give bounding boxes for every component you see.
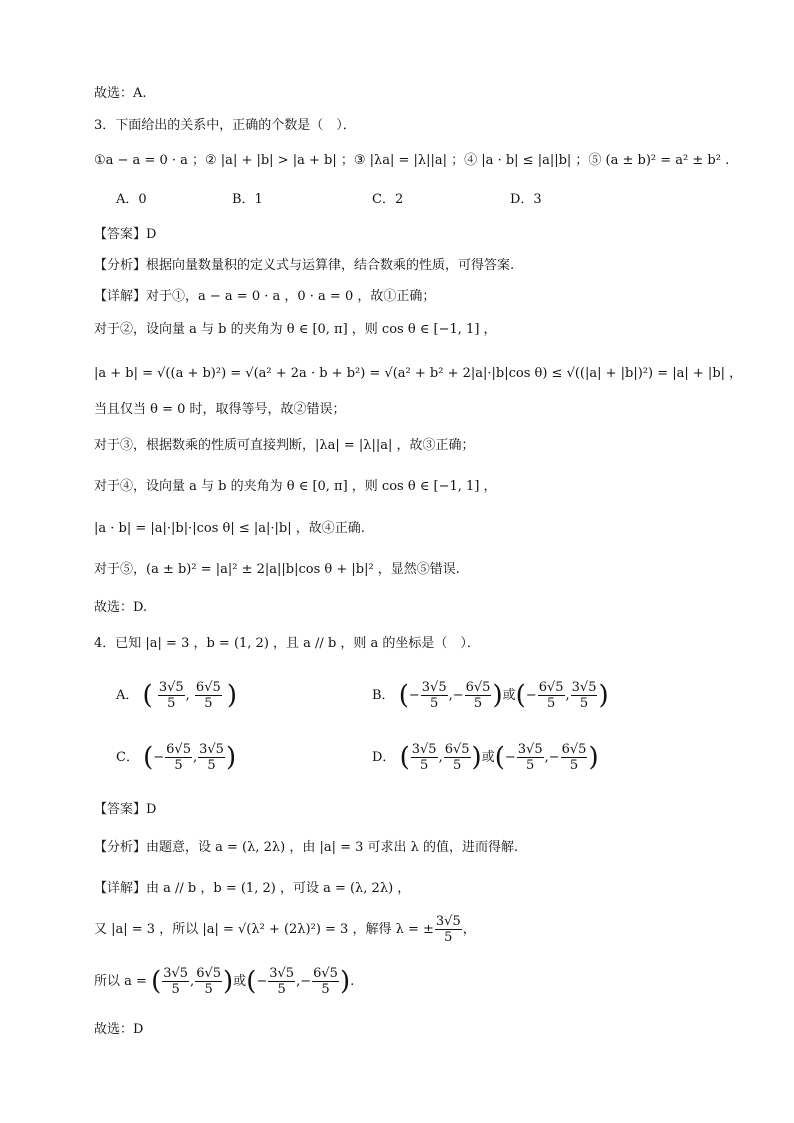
q4-detail-row-1: 【详解】由 a // b ，b = (1, 2) ，可设 a = (λ, 2λ) ， (94, 881, 411, 896)
analysis-text: 根据向量数量积的定义式与运算律，结合数乘的性质，可得答案. (146, 258, 515, 273)
answer-value: D (146, 227, 157, 242)
q4-option-d: D． ( $\frac{3√5}{5}$ , $\frac{6√5}{5}$ )或(− $\frac{3√5}{5}$ ,− $\frac{6√5}{5}$ ) (372, 742, 599, 773)
fraction: $\frac{3√5}{5}$ (158, 680, 184, 711)
q4-detail-row-2: 又 |a| = 3 ，所以 |a| = √(λ² + (2λ)²) = 3 ，解得 λ = ± $\frac{3√5}{5}$ ， (94, 914, 476, 945)
q3-option-a: A．0 (116, 192, 147, 207)
q4-end: 故选：D (94, 1022, 144, 1037)
previous-answer-end: 故选：A. (94, 86, 147, 101)
detail-label: 【详解】 (94, 289, 147, 304)
detail-text: 对于①，a − a = 0 · a ，0 · a = 0 ，故①正确； (146, 289, 436, 304)
q3-detail-row-3: |a + b| = √((a + b)²) = √(a² + 2a · b + b²) = √(a² + b² + 2|a|·|b|cos θ) ≤ √((|a| + |b|)²) = |a| + |b| ， (94, 366, 743, 381)
q3-detail-row-1 (94, 287, 435, 307)
q4-analysis-row: 【分析】由题意，设 a = (λ, 2λ) ，由 |a| = 3 可求出 λ 的值，进而得解. (94, 840, 519, 855)
q4-option-a: A． ( $\frac{3√5}{5}$ , $\frac{6√5}{5}$ ) (116, 680, 238, 711)
q3-detail-row-5: 对于③，根据数乘的性质可直接判断，|λa| = |λ||a| ，故③正确； (94, 438, 475, 453)
q3-detail-row-7: |a · b| = |a|·|b|·|cos θ| ≤ |a|·|b| ，故④正确. (94, 521, 365, 536)
question-3-stem: 3．下面给出的关系中，正确的个数是（ ）． (94, 118, 356, 133)
q3-detail-row-6: 对于④，设向量 a 与 b 的夹角为 θ ∈ [0, π] ，则 cos θ ∈ [−1, 1] ， (94, 479, 497, 494)
question-4-stem: 4．已知 |a| = 3 ，b = (1, 2) ，且 a // b ，则 a 的坐标是（ ）． (94, 636, 480, 651)
q3-option-c: C．2 (372, 192, 404, 207)
q4-option-c: C． (− $\frac{6√5}{5}$ , $\frac{3√5}{5}$ ) (116, 742, 237, 773)
q4-option-b: B． (− $\frac{3√5}{5}$ ,− $\frac{6√5}{5}$ )或(− $\frac{6√5}{5}$ , $\frac{3√5}{5}$ ) (372, 680, 609, 711)
analysis-label: 【分析】 (94, 258, 147, 273)
q3-detail-row-2: 对于②，设向量 a 与 b 的夹角为 θ ∈ [0, π] ，则 cos θ ∈ [−1, 1] ， (94, 322, 497, 337)
q4-answer-row: 【答案】D (94, 802, 157, 817)
fraction: $\frac{6√5}{5}$ (195, 680, 221, 711)
q3-answer-row (94, 225, 156, 245)
q3-option-d: D．3 (510, 192, 542, 207)
q3-analysis-row (94, 256, 514, 276)
q3-detail-row-4: 当且仅当 θ = 0 时，取得等号，故②错误； (94, 402, 346, 417)
q3-end: 故选：D. (94, 600, 148, 615)
q4-detail-row-3: 所以 a = ( $\frac{3√5}{5}$ , $\frac{6√5}{5}$ )或(− $\frac{3√5}{5}$ ,− $\frac{6√5}{5}$ ). (94, 966, 355, 997)
question-3-items: ①a − a = 0 · a ；② |a| + |b| > |a + b| ；③ |λa| = |λ||a| ；④ |a · b| ≤ |a||b| ；⑤ (a ± b)² = a² ± b² . (94, 153, 730, 168)
q3-detail-row-8: 对于⑤，(a ± b)² = |a|² ± 2|a||b|cos θ + |b|² ，显然⑤错误. (94, 562, 460, 577)
q3-option-b: B．1 (232, 192, 263, 207)
answer-label: 【答案】 (94, 227, 147, 242)
